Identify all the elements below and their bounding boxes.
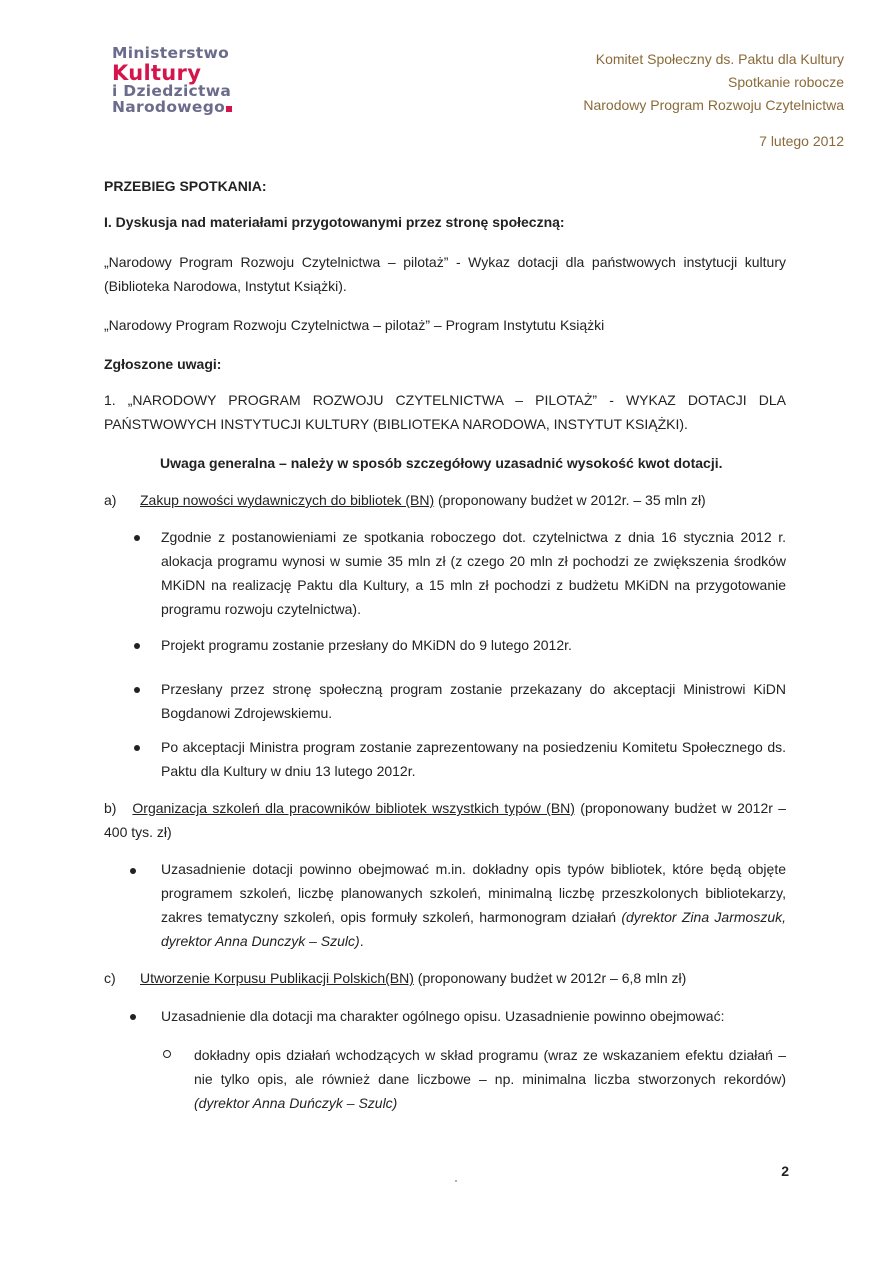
general-note: Uwaga generalna – należy w sposób szczegółowy uzasadnić wysokość kwot dotacji. xyxy=(160,455,723,471)
section-a-title: Zakup nowości wydawniczych do bibliotek (BN) xyxy=(140,492,435,508)
section-title: PRZEBIEG SPOTKANIA: xyxy=(104,178,267,194)
logo-dot-icon xyxy=(226,106,232,112)
page-number: 2 xyxy=(781,1163,789,1179)
item-1-heading: 1. „NARODOWY PROGRAM ROZWOJU CZYTELNICTWA – PILOTAŻ” - WYKAZ DOTACJI DLA PAŃSTWOWYCH INSTYTUCJI KULTURY (BIBLIOTEKA NARODOWA, INSTYTUT KSIĄŻKI). xyxy=(104,392,786,432)
section-a-bullet-1: Zgodnie z postanowieniami ze spotkania roboczego dot. czytelnictwa z dnia 16 stycznia 2012 r. alokacja programu wynosi w sumie 35 mln zł (z czego 20 mln zł pochodzi ze zwiększenia środków MKiDN na realizację Paktu dla Kultury, a 15 mln zł pochodzi z budżetu MKiDN na przygotowanie programu rozwoju czytelnictwa). xyxy=(161,529,786,617)
section-b-bullet xyxy=(161,857,786,953)
header-committee: Komitet Społeczny ds. Paktu dla Kultury xyxy=(595,51,844,67)
logo-line-4-text: Narodowego xyxy=(112,98,226,116)
logo-line-3: i Dziedzictwa xyxy=(112,81,232,100)
sub-bullet-icon xyxy=(163,1050,171,1058)
section-b-title: Organizacja szkoleń dla pracowników bibliotek wszystkich typów (BN) xyxy=(132,800,575,816)
header-program: Narodowy Program Rozwoju Czytelnictwa xyxy=(583,97,844,113)
section-a-bullet-2: Projekt programu zostanie przesłany do MKiDN do 9 lutego 2012r. xyxy=(161,637,572,653)
bullet-icon xyxy=(134,643,140,649)
section-b-bullet-attribution: (dyrektor Zina Jarmoszuk, dyrektor Anna Dunczyk – Szulc) xyxy=(161,909,786,949)
section-c-sub-bullet xyxy=(194,1043,786,1115)
section-c-heading xyxy=(140,966,686,990)
bullet-icon xyxy=(134,535,140,541)
part-1-title: I. Dyskusja nad materiałami przygotowanymi przez stronę społeczną: xyxy=(104,214,565,230)
section-b-bullet-text: Uzasadnienie dotacji powinno obejmować m.in. dokładny opis typów bibliotek, które będą objęte programem szkoleń, liczbę planowanych szkoleń, minimalną liczbę przeszkolonych bibliotekarzy, zakres tematyczny szkoleń, opis formuły szkoleń, harmonogram działań xyxy=(161,861,786,925)
bullet-icon xyxy=(134,687,140,693)
logo-line-4 xyxy=(112,100,232,116)
section-b-label: b) xyxy=(104,800,117,816)
scan-speck xyxy=(455,1180,457,1182)
section-a-heading xyxy=(140,488,706,512)
section-c-sub-bullet-attribution: (dyrektor Anna Duńczyk – Szulc) xyxy=(194,1095,398,1111)
section-c-budget: (proponowany budżet w 2012r – 6,8 mln zł) xyxy=(413,970,687,986)
document-header xyxy=(583,48,844,117)
header-date: 7 lutego 2012 xyxy=(759,133,844,149)
section-a-label: a) xyxy=(104,492,117,508)
bullet-icon xyxy=(130,1014,136,1020)
section-c-bullet: Uzasadnienie dla dotacji ma charakter ogólnego opisu. Uzasadnienie powinno obejmować: xyxy=(161,1008,725,1024)
section-c-sub-bullet-text: dokładny opis działań wchodzących w skład programu (wraz ze wskazaniem efektu działań – nie tylko opis, ale również dane liczbowe – np. minimalna liczba stworzonych rekordów) xyxy=(194,1047,786,1087)
section-b-heading xyxy=(104,796,786,844)
bullet-icon xyxy=(134,745,140,751)
document-1-description: „Narodowy Program Rozwoju Czytelnictwa – pilotaż” - Wykaz dotacji dla państwowych instytucji kultury (Biblioteka Narodowa, Instytut Książki). xyxy=(104,254,786,294)
section-a-budget: (proponowany budżet w 2012r. – 35 mln zł) xyxy=(434,492,706,508)
bullet-icon xyxy=(130,868,136,874)
logo-line-1: Ministerstwo xyxy=(112,44,230,62)
document-2-description: „Narodowy Program Rozwoju Czytelnictwa – pilotaż” – Program Instytutu Książki xyxy=(104,317,605,333)
section-b-bullet-end: . xyxy=(359,933,364,949)
section-c-label: c) xyxy=(104,970,116,986)
section-a-bullet-4: Po akceptacji Ministra program zostanie zaprezentowany na posiedzeniu Komitetu Społecznego ds. Paktu dla Kultury w dniu 13 lutego 2012r. xyxy=(161,739,786,779)
section-c-title: Utworzenie Korpusu Publikacji Polskich(BN) xyxy=(140,970,414,986)
section-b-budget: (proponowany budżet w 2012r – 400 tys. zł) xyxy=(104,800,786,840)
ministry-logo xyxy=(112,46,232,116)
remarks-title: Zgłoszone uwagi: xyxy=(104,356,222,372)
header-meeting-type: Spotkanie robocze xyxy=(728,74,844,90)
logo-line-2: Kultury xyxy=(112,60,202,85)
section-a-bullet-3: Przesłany przez stronę społeczną program zostanie przekazany do akceptacji Ministrowi KiDN Bogdanowi Zdrojewskiemu. xyxy=(161,681,786,721)
